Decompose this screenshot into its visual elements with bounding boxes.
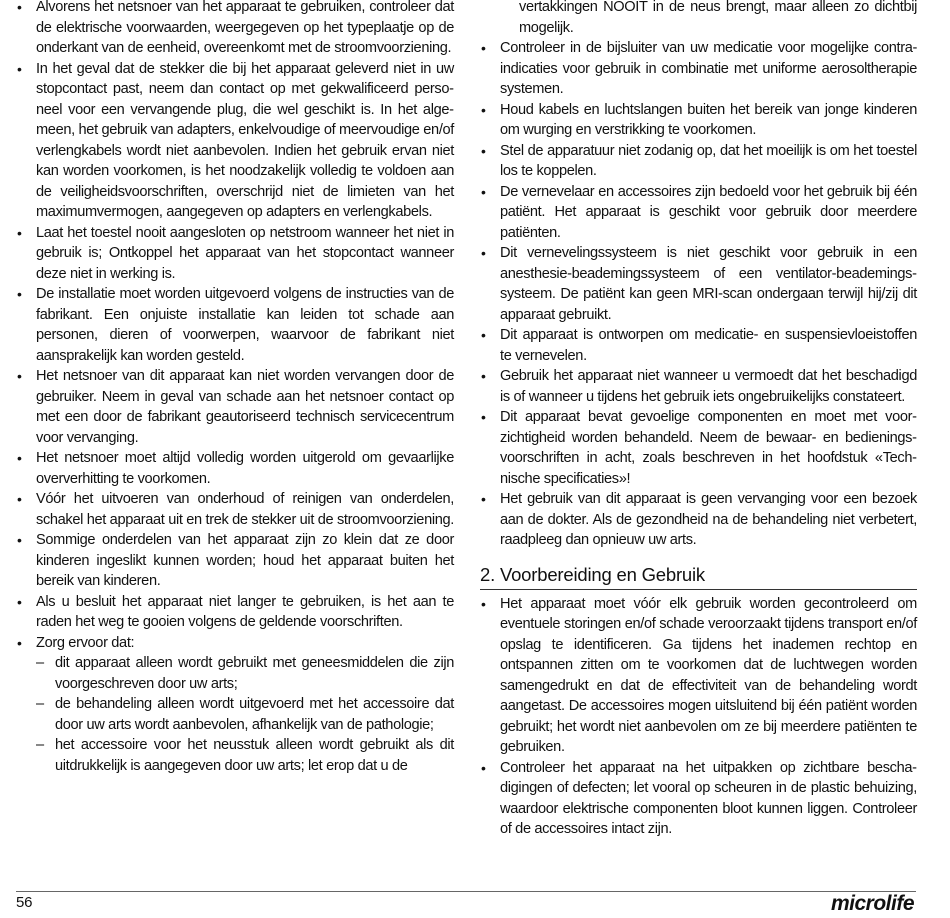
bullet-icon: • (17, 368, 22, 384)
bullet-icon: • (17, 532, 22, 548)
list-item: • Dit vernevelingssysteem is niet geschikt voor gebruik in een anesthesie-beademingssysteem of een ventilator-beademingssysteem. De patiënt kan geen MRI-scan ondergaan terwijl hij/zij dit apparaat gebruikt. (481, 245, 917, 323)
bullet-icon: • (481, 327, 486, 343)
list-item: • Controleer in de bijsluiter van uw medicatie voor mogelijke contra-indicaties voor gebruik in combinatie met uniforme aerosoltherapie systemen. (481, 40, 917, 97)
footer-divider (16, 891, 916, 892)
bullet-icon: • (17, 634, 22, 651)
list-item: • Houd kabels en luchtslangen buiten het bereik van jonge kinderen om wurging en verstrikking te voorkomen. (481, 101, 917, 138)
bullet-icon: • (17, 593, 22, 610)
list-item: • Vóór het uitvoeren van onderhoud of reinigen van onderdelen, schakel het apparaat uit en trek de stekker uit de stroomvoorziening. (17, 491, 454, 528)
list-item: • Het netsnoer van dit apparaat kan niet worden vervangen door de gebruiker. Neem in geval van schade aan het netsnoer contact op met een door de fabrikant geautoriseerd technisch servicecentrum voor vervanging. (17, 368, 454, 446)
list-item: • In het geval dat de stekker die bij het apparaat geleverd niet in uw stopcontact past, neem dan contact op met gekwalificeerd personeel voor een vervangende plug, die wel geschikt is. In het algemeen, het gebruik van adapters, enkelvoudige of meervoudige en/of verlengkabels wordt niet aanbevolen. Indien het gebruik ervan niet kan worden voorkomen, is het noodzakelijk volledig te voldoen aan de veiligheidsvoorschriften, overschrijd niet de limieten van het maximumvermogen, aangegeven op adapters en verlengkabels. (17, 60, 454, 220)
bullet-icon: • (481, 368, 486, 384)
list-item: • Dit apparaat bevat gevoelige componenten en moet met voorzichtigheid worden behandeld. Neem de bewaar- en bedieningsvoorschriften in acht, zoals beschreven in het hoofdstuk «Technische specificaties»! (481, 409, 917, 487)
bullet-icon: • (481, 759, 486, 776)
bullet-icon: • (17, 491, 22, 507)
bullet-icon: • (481, 491, 486, 507)
page-number: 56 (16, 894, 33, 911)
brand-logo: microlife (830, 892, 914, 915)
safety-list-right (480, 0, 917, 551)
list-item: • Het netsnoer moet altijd volledig worden uitgerold om gevaarlijke oververhitting te voorkomen. (17, 450, 454, 487)
bullet-icon: • (17, 0, 22, 15)
bullet-icon: • (17, 60, 22, 77)
dash-icon: – (36, 737, 44, 753)
preparation-list (480, 594, 917, 840)
list-item: • De installatie moet worden uitgevoerd volgens de instructies van de fabrikant. Een onjuiste installatie kan leiden tot schade aan personen, dieren of voorwerpen, waarvoor de fabrikant niet aansprakelijk kan worden gesteld. (17, 286, 454, 364)
dash-icon: – (36, 696, 44, 712)
list-item: • Als u besluit het apparaat niet langer te gebruiken, is het aan te raden het weg te gooien volgens de geldende voorschriften. (17, 593, 454, 630)
sub-list-item: – dit apparaat alleen wordt gebruikt met geneesmiddelen die zijn voorgeschreven door uw arts; (36, 655, 454, 692)
list-item: • Laat het toestel nooit aangesloten op netstroom wanneer het niet in gebruik is; Ontkoppel het apparaat van het stopcontact wanneer deze niet in werking is. (17, 224, 454, 282)
dash-icon: – (36, 655, 44, 671)
safety-list-left (16, 0, 454, 776)
list-item: • Zorg ervoor dat: – dit apparaat alleen wordt gebruikt met geneesmiddelen die zijn voorgeschreven door uw arts; – de behandeling alleen wordt uitgevoerd met het accessoire dat door uw arts wordt aanbevolen, afhankelijk van de pathologie; – het accessoire voor het neusstuk alleen wordt gebruikt als dit uitdrukkelijk is aangegeven door uw arts; let erop dat u de (16, 633, 454, 777)
list-item: • Alvorens het netsnoer van het apparaat te gebruiken, controleer dat de elektrische voorwaarden, weergegeven op het typeplaatje op de onderkant van de eenheid, overeenkomt met de stroomvoorziening. (16, 0, 454, 59)
sub-list-item: – de behandeling alleen wordt uitgevoerd met het accessoire dat door uw arts wordt aanbevolen, afhankelijk van de pathologie; (36, 696, 454, 733)
bullet-icon: • (17, 450, 22, 466)
list-item: • Het gebruik van dit apparaat is geen vervanging voor een bezoek aan de dokter. Als de gezondheid na de behandeling niet verbetert, raadpleeg dan opnieuw uw arts. (481, 491, 917, 548)
continuation-text: vertakkingen NOOIT in de neus brengt, maar alleen zo dichtbij mogelijk. (519, 0, 917, 36)
list-item: • Dit apparaat is ontworpen om medicatie- en suspensievloeistoffen te vernevelen. (481, 327, 917, 364)
bullet-icon: • (481, 595, 486, 612)
bullet-icon: • (481, 409, 486, 425)
section-heading: 2. Voorbereiding en Gebruik (480, 563, 917, 590)
list-item: • De vernevelaar en accessoires zijn bedoeld voor het gebruik bij één patiënt. Het apparaat is geschikt voor gebruik door meerdere patiënten. (481, 183, 917, 241)
sub-list-item: – het accessoire voor het neusstuk alleen wordt gebruikt als dit uitdrukkelijk is aangegeven door uw arts; let erop dat u de (36, 737, 454, 774)
list-item: • Sommige onderdelen van het apparaat zijn zo klein dat ze door kinderen ingeslikt kunnen worden; houd het apparaat buiten het bereik van kinderen. (17, 532, 454, 589)
list-item: • Stel de apparatuur niet zodanig op, dat het moeilijk is om het toestel los te koppelen. (481, 142, 917, 179)
sub-list (36, 653, 454, 776)
list-item: • Gebruik het apparaat niet wanneer u vermoedt dat het beschadigd is of wanneer u tijdens het gebruik iets ongebruikelijks constateert. (481, 368, 917, 405)
bullet-icon: • (481, 101, 486, 118)
bullet-icon: • (17, 286, 22, 302)
bullet-icon: • (17, 224, 22, 241)
right-column (480, 0, 917, 840)
list-item: • Het apparaat moet vóór elk gebruik worden gecontroleerd om eventuele storingen en/of schade veroorzaakt tijdens transport en/of opslag te identificeren. Ga tijdens het inademen rechtop en ontspannen zitten om te voorkomen dat de luchtwegen worden samengedrukt en dat de effectiviteit van de behandeling wordt aangetast. De accessoires mogen uitsluitend bij één patiënt worden gebruikt; het wordt niet aanbevolen om ze bij meerdere patiënten te gebruiken. (481, 595, 917, 755)
left-column (16, 0, 454, 776)
bullet-icon: • (481, 245, 486, 261)
bullet-icon: • (481, 142, 486, 159)
bullet-icon: • (481, 40, 486, 56)
bullet-icon: • (481, 183, 486, 200)
list-item: • Controleer het apparaat na het uitpakken op zichtbare beschadigingen of defecten; let vooral op scheuren in de plastic behuizing, waardoor elektrische componenten bloot kunnen liggen. Controleer of de accessoires intact zijn. (481, 759, 917, 837)
